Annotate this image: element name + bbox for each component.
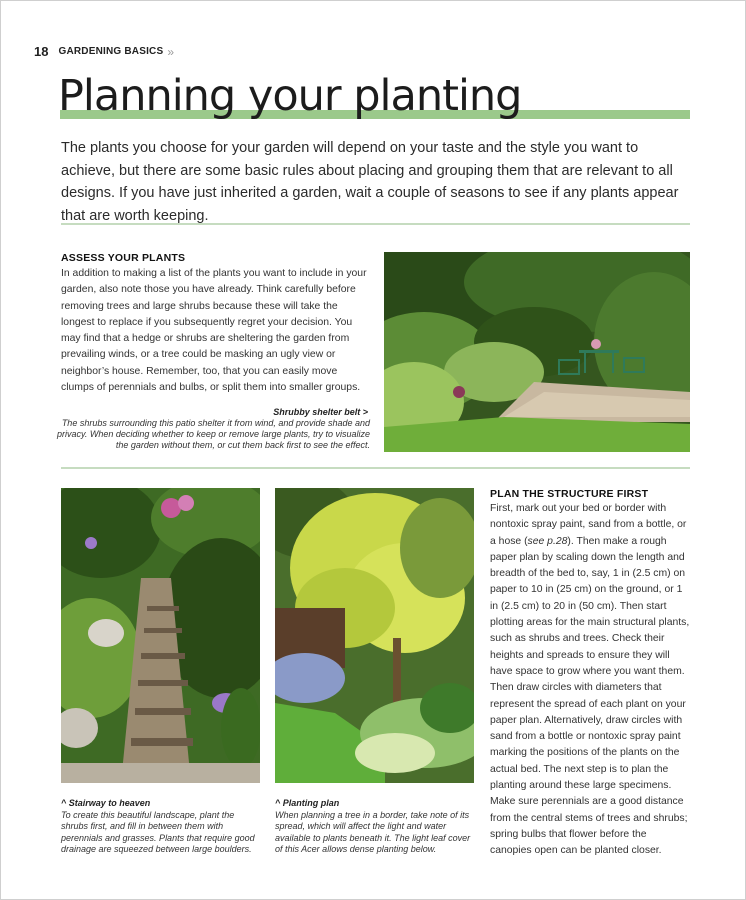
- planting-caption-text: When planning a tree in a border, take note of its spread, which will affect the light and water available to plants beneath it. The light leaf cover of this Acer allows dense planting below.: [275, 810, 471, 854]
- assess-heading: ASSESS YOUR PLANTS: [61, 252, 186, 264]
- plan-body-part-2: ). Then make a rough paper plan by scaling down the length and breadth of the bed to, say, 1 in (2.5 cm) on paper to 10 in (25 cm) on the ground, or 1 in (2.5 cm) to 20 in (50 cm). Then start plotting areas for the main structural plants, such as shrubs and trees. Check their heights and spreads to ensure they will have space to grow where you want them. Then draw circles with diameters that represent the spread of each plant on your paper plan. Alternatively, draw circles with sand from a bottle or nontoxic spray paint marking the positions of the plants on the actual bed. The next step is to plan the planting around these large specimens. Make sure perennials are a good distance from the central stems of trees and shrubs; spring bulbs that flower before the canopies open can be planted closer.: [490, 535, 690, 857]
- page-title: Planning your planting: [58, 71, 522, 121]
- shelter-caption-title: Shrubby shelter belt >: [273, 407, 368, 417]
- patio-photo-illustration: [384, 252, 690, 452]
- plan-body-part-1: First, mark out your bed or border with nontoxic spray paint, sand from a bottle, or a hose (: [490, 503, 687, 547]
- stairway-caption-title: ^ Stairway to heaven: [61, 798, 151, 808]
- page-reference: see p.28: [527, 535, 568, 547]
- stairway-photo-illustration: [61, 488, 260, 783]
- page-number: 18: [34, 44, 49, 59]
- acer-photo-illustration: [275, 488, 474, 783]
- chevron-right-icon: »: [167, 44, 172, 59]
- intro-paragraph: The plants you choose for your garden will depend on your taste and the style you want to achieve, but there are some basic rules about placing and grouping them that are relevant to all designs. If you have just inherited a garden, wait a couple of seasons to see if any plants appear that are worth keeping.: [61, 140, 679, 224]
- stairway-caption-text: To create this beautiful landscape, plant the shrubs first, and fill in between them with perennials and grasses. Plants that require good drainage are squeezed between large boulders.: [61, 810, 255, 854]
- section-divider: [61, 467, 690, 469]
- plan-heading: PLAN THE STRUCTURE FIRST: [490, 488, 649, 500]
- acer-photo: [275, 488, 474, 783]
- shelter-caption-text: The shrubs surrounding this patio shelter it from wind, and provide shade and privacy. When deciding whether to keep or remove large plants, try to visualize the garden without them, or cut them back first to see the effect.: [57, 418, 370, 450]
- section-name: GARDENING BASICS: [58, 46, 164, 57]
- plan-body: [490, 501, 690, 860]
- section-divider: [61, 223, 690, 225]
- assess-body: In addition to making a list of the plants you want to include in your garden, also note those you have already. Think carefully before removing trees and large shrubs because these will take the longest to replace if you subsequently regret your decision. You may find that a hedge or shrubs are sheltering the garden from prevailing winds, or a tree could be masking an ugly view or neighbor’s house. Remember, too, that you can easily move clumps of perennials and bulbs, or split them into smaller groups.: [61, 268, 367, 394]
- stairway-photo: [61, 488, 260, 783]
- planting-caption-title: ^ Planting plan: [275, 798, 340, 808]
- patio-photo: [384, 252, 690, 452]
- running-head: [34, 44, 171, 59]
